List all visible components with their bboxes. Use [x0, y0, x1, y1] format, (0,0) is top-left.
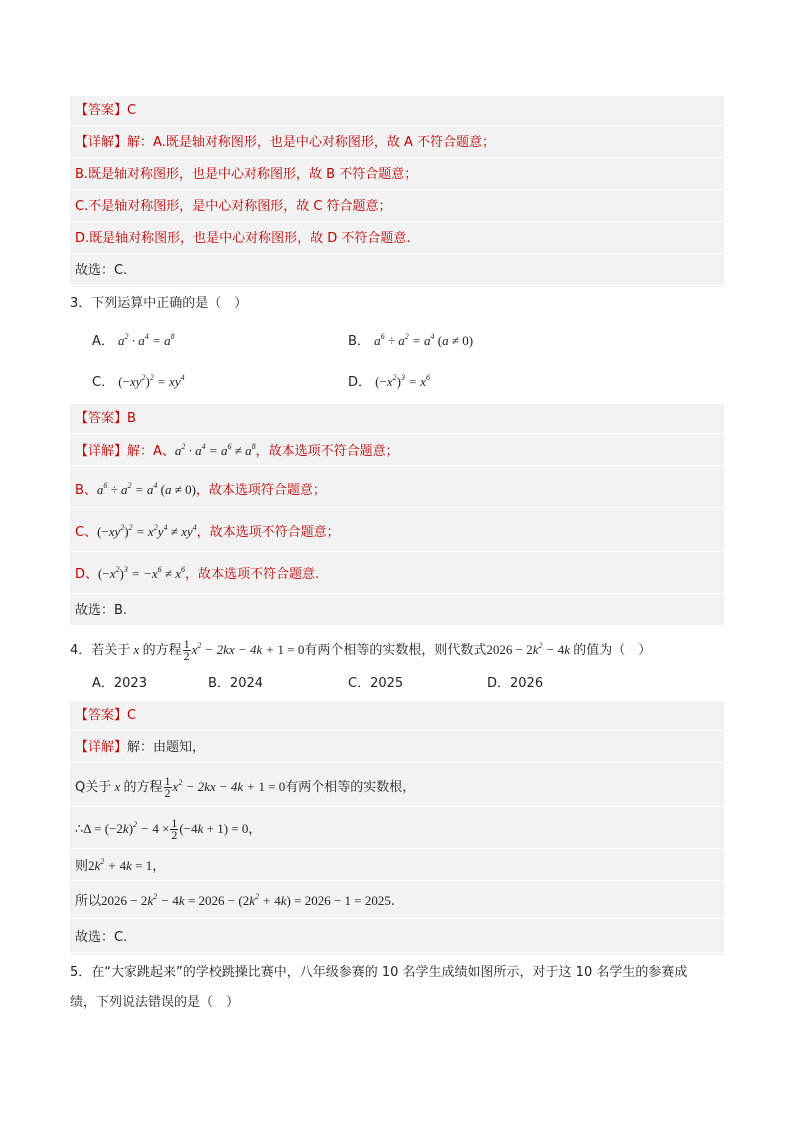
answer-tag: 【答案】 — [75, 103, 128, 118]
q3-answer-row — [70, 404, 724, 434]
q3-answer-block — [70, 404, 724, 626]
formula: (−4k + 1) = 0 — [179, 821, 249, 836]
option-label: C． — [92, 375, 115, 390]
formula: $x^2 - 2kx - 4k + 1 = 0$ — [172, 777, 286, 794]
q2-detail-row — [70, 128, 724, 158]
q4-choose: 故选：C. — [70, 923, 724, 953]
formula: $a^6 \div a^2 = a^4$ (a ≠ 0) — [374, 331, 474, 348]
fraction-half: $\frac{1}{2}$ — [164, 774, 171, 800]
formula: $2k^2 + 4k = 1$ — [88, 856, 153, 873]
detail-lead: C、 — [75, 525, 98, 540]
detail-text: A.既是轴对称图形，也是中心对称图形，故 A 不符合题意； — [153, 135, 495, 150]
stem-text: 4．若关于 — [70, 643, 131, 658]
formula: $(-xy^2)^2 = x^2y^4 \ne xy^4$ — [97, 522, 197, 539]
q5-stem-line1: 5．在“大家跳起来”的学校跳操比赛中，八年级参赛的 10 名学生成绩如图所示，对于这 10 名学生的参赛成 — [70, 965, 688, 980]
detail-text: 的方程 — [123, 780, 163, 795]
detail-lead: 所以 — [75, 894, 102, 909]
q3-stem: 3．下列运算中正确的是（ ） — [70, 296, 248, 311]
option-label: A． — [92, 334, 114, 349]
answer-value: B — [127, 411, 136, 426]
formula: $2026 - 2k^2 - 4k = 2026 - (2k^2 + 4k) = 2026 - 1 = 2025$ — [101, 891, 391, 908]
detail-text: ， — [152, 859, 166, 874]
q2-detail-line: B.既是轴对称图形，也是中心对称图形，故 B 不符合题意； — [70, 160, 724, 190]
q4-option-b: B．2024 — [208, 676, 264, 691]
detail-lead: D、 — [75, 567, 99, 582]
q4-option-a: A．2023 — [92, 676, 147, 691]
q3-detail-row — [70, 512, 724, 552]
q2-choose: 故选：C. — [70, 256, 724, 286]
detail-text: . — [390, 894, 396, 909]
q2-answer-block — [70, 96, 724, 287]
q3-option-c — [92, 371, 185, 394]
answer-tag: 【答案】 — [75, 708, 128, 723]
detail-lead: B、 — [75, 483, 97, 498]
detail-lead: 则 — [75, 859, 89, 874]
fraction-half: $\frac{1}{2}$ — [171, 816, 178, 842]
q4-detail-row — [70, 767, 724, 807]
stem-text: 的方程 — [142, 643, 182, 658]
q3-detail-row — [70, 472, 724, 508]
detail-tail: ，故本选项不符合题意； — [196, 525, 340, 540]
q3-option-a — [92, 330, 175, 353]
q3-choose: 故选：B. — [70, 596, 724, 626]
detail-tag: 【详解】 — [75, 444, 128, 459]
formula: $2026 - 2k^2 - 4k$ — [486, 640, 574, 657]
q3-option-d — [348, 371, 430, 394]
q3-detail-row — [70, 554, 724, 594]
detail-text: 有两个相等的实数根， — [285, 780, 416, 795]
q4-option-c: C．2025 — [348, 676, 404, 691]
detail-lead: Q关于 — [75, 780, 112, 795]
detail-lead: 解： — [127, 135, 154, 150]
q4-stem — [70, 636, 651, 665]
answer-value: C — [127, 103, 137, 118]
detail-lead: ∴ — [75, 822, 84, 837]
q4-option-d: D．2026 — [487, 676, 544, 691]
q2-detail-line: D.既是轴对称图形，也是中心对称图形，故 D 不符合题意. — [70, 224, 724, 254]
q3-detail-row — [70, 436, 724, 466]
option-label: D． — [348, 375, 372, 390]
answer-tag: 【答案】 — [75, 411, 128, 426]
q2-detail-line: C.不是轴对称图形，是中心对称图形，故 C 符合题意； — [70, 192, 724, 222]
detail-tag: 【详解】 — [75, 740, 128, 755]
fraction-half: $\frac{1}{2}$ — [183, 637, 190, 663]
q5-stem-line2: 绩，下列说法错误的是（ ） — [70, 995, 240, 1010]
q2-answer-row — [70, 96, 724, 126]
q4-detail-row — [70, 809, 724, 849]
detail-tail: ，故本选项不符合题意. — [185, 567, 320, 582]
formula: x — [130, 642, 143, 657]
detail-tail: ，故本选项符合题意； — [195, 483, 326, 498]
formula: $(-x^2)^3 = x^6$ — [375, 372, 430, 389]
q4-detail-row — [70, 883, 724, 919]
formula: x — [111, 779, 124, 794]
q4-answer-block — [70, 701, 724, 955]
formula: $a^6 \div a^2 = a^4$ (a ≠ 0) — [96, 480, 196, 497]
detail-lead: 解：A、 — [127, 444, 175, 459]
formula: $(-x^2)^3 = -x^6 \ne x^6$ — [98, 564, 186, 581]
q4-answer-row — [70, 701, 724, 731]
stem-text: 的值为（ ） — [573, 643, 652, 658]
detail-tail: ，故本选项不符合题意； — [255, 444, 399, 459]
formula: $a^2 \cdot a^4 = a^8$ — [118, 331, 175, 348]
answer-value: C — [127, 708, 137, 723]
formula: $a^2 \cdot a^4 = a^6 \ne a^8$ — [174, 441, 256, 458]
q3-option-b — [348, 330, 473, 353]
stem-text: 有两个相等的实数根，则代数式 — [304, 643, 487, 658]
option-label: B． — [348, 334, 370, 349]
formula: $(-xy^2)^2 = xy^4$ — [118, 372, 185, 389]
formula: $x^2 - 2kx - 4k + 1 = 0$ — [191, 640, 305, 657]
q4-detail-row — [70, 733, 724, 763]
formula: $\Delta = (-2k)^2 - 4$ × — [83, 819, 170, 836]
detail-text: ， — [248, 822, 262, 837]
detail-lead: 解：由题知， — [127, 740, 206, 755]
detail-tag: 【详解】 — [75, 135, 128, 150]
q4-detail-row — [70, 851, 724, 881]
